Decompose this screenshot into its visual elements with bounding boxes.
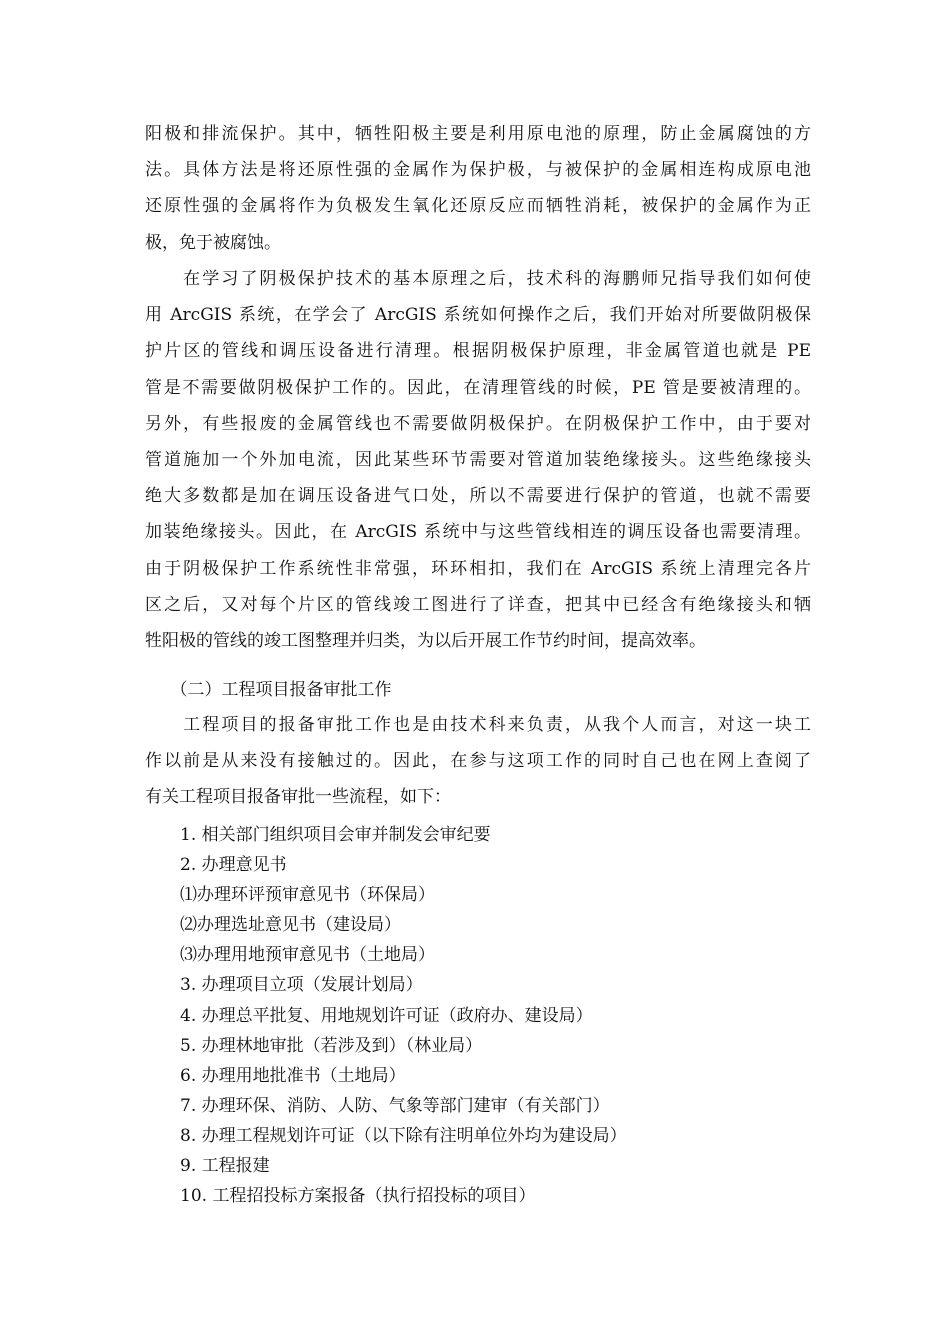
text-line: 阳极和排流保护。其中，牺牲阳极主要是利用原电池的原理，防止金属腐蚀的方	[145, 124, 811, 144]
text-line: 管是不需要做阴极保护工作的。因此，在清理管线的时候，PE 管是要被清理的。	[145, 377, 811, 398]
list-item: 8. 办理工程规划许可证（以下除有注明单位外均为建设局）	[180, 1125, 627, 1146]
section-heading: （二）工程项目报备审批工作	[145, 680, 392, 700]
paragraph-arcgis-cleanup	[145, 261, 811, 659]
list-item: ⑴办理环评预审意见书（环保局）	[180, 885, 435, 906]
approval-steps-list	[180, 820, 627, 1211]
text-line: 有关工程项目报备审批一些流程，如下：	[145, 787, 451, 808]
text-line: 加装绝缘接头。因此，在 ArcGIS 系统中与这些管线相连的调压设备也需要清理。	[145, 522, 811, 543]
text-line: 作以前是从来没有接触过的。因此，在参与这项工作的同时自己也在网上查阅了	[145, 751, 811, 772]
text-line: 还原性强的金属将作为负极发生氧化还原反应而牺牲消耗，被保护的金属作为正	[145, 196, 811, 217]
list-item: 6. 办理用地批准书（土地局）	[180, 1065, 406, 1086]
text-line: 在学习了阴极保护技术的基本原理之后，技术科的海鹏师兄指导我们如何使	[145, 269, 811, 289]
list-item: 7. 办理环保、消防、人防、气象等部门建审（有关部门）	[180, 1095, 610, 1116]
text-line: 法。具体方法是将还原性强的金属作为保护极，与被保护的金属相连构成原电池	[145, 160, 811, 181]
list-item: 9. 工程报建	[180, 1156, 270, 1177]
list-item: 3. 办理项目立项（发展计划局）	[180, 975, 423, 996]
text-line: 由于阴极保护工作系统性非常强，环环相扣，我们在 ArcGIS 系统上清理完各片	[145, 558, 811, 579]
list-item: ⑵办理选址意见书（建设局）	[180, 915, 401, 936]
list-item: 2. 办理意见书	[180, 855, 287, 876]
paragraph-approval-intro	[145, 707, 811, 816]
text-line: 护片区的管线和调压设备进行清理。根据阴极保护原理，非金属管道也就是 PE	[145, 341, 811, 362]
text-line: 牲阳极的管线的竣工图整理并归类，为以后开展工作节约时间，提高效率。	[145, 631, 706, 652]
text-line: 工程项目的报备审批工作也是由技术科来负责，从我个人而言，对这一块工	[145, 715, 811, 735]
list-item: 5. 办理林地审批（若涉及到）（林业局）	[180, 1035, 483, 1056]
text-line: 管道施加一个外加电流，因此某些环节需要对管道加装绝缘接头。这些绝缘接头	[145, 450, 811, 471]
text-line: 极，免于被腐蚀。	[145, 232, 281, 253]
list-item: 4. 办理总平批复、用地规划许可证（政府办、建设局）	[180, 1005, 593, 1026]
text-line: 绝大多数都是加在调压设备进气口处，所以不需要进行保护的管道，也就不需要	[145, 486, 811, 507]
text-line: 用 ArcGIS 系统，在学会了 ArcGIS 系统如何操作之后，我们开始对所要做阴极保	[145, 305, 811, 326]
list-item: 10. 工程招投标方案报备（执行招投标的项目）	[180, 1186, 536, 1207]
text-line: 区之后，又对每个片区的管线竣工图进行了详查，把其中已经含有绝缘接头和牺	[145, 594, 811, 615]
text-line: 另外，有些报废的金属管线也不需要做阴极保护。在阴极保护工作中，由于要对	[145, 413, 811, 434]
paragraph-sacrificial-anode	[145, 116, 811, 261]
list-item: 1. 相关部门组织项目会审并制发会审纪要	[180, 825, 491, 845]
list-item: ⑶办理用地预审意见书（土地局）	[180, 945, 435, 966]
